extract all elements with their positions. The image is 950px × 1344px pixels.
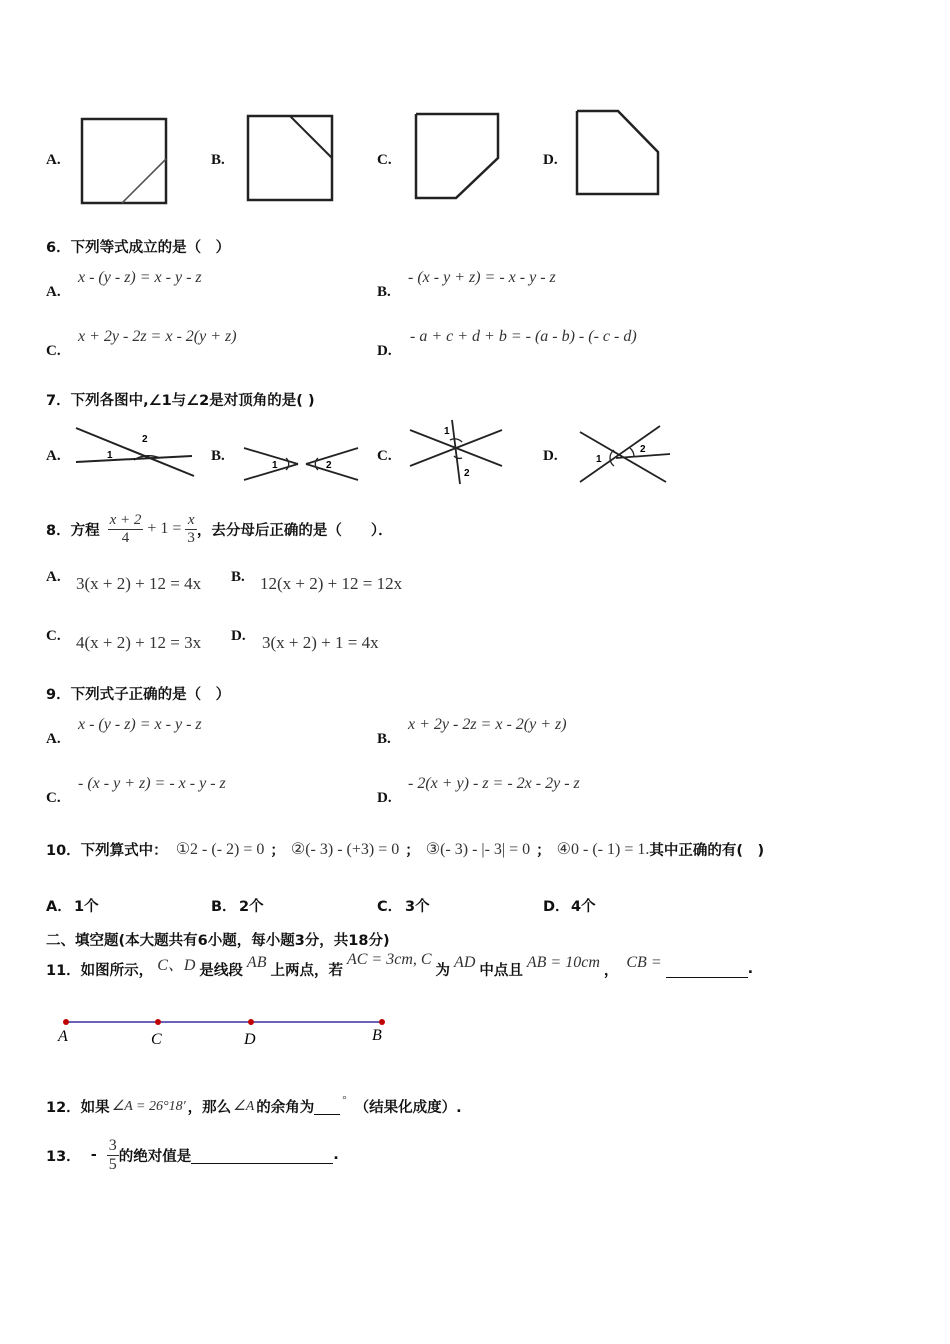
q10-sep-1: ； xyxy=(270,842,285,859)
q12-text-2: ，那么 xyxy=(187,1099,232,1116)
q12-degree: ° xyxy=(342,1094,347,1106)
q7-option-c-label: C. xyxy=(377,448,392,464)
q11-answer-blank[interactable] xyxy=(666,961,748,978)
q5-option-a-label: A. xyxy=(46,152,61,168)
q12-text-3: 的余角为 xyxy=(256,1099,315,1116)
q6-option-b-expr: - (x - y + z) = - x - y - z xyxy=(408,269,556,286)
q11-math-5: AB = 10cm xyxy=(526,954,600,971)
q11-point-b: B xyxy=(372,1027,382,1044)
q11-math-2: AB xyxy=(246,954,267,971)
q7-option-d-label: D. xyxy=(543,448,558,464)
q7-c-angle-2: 2 xyxy=(464,468,470,479)
q13-fraction xyxy=(107,1137,119,1174)
q10-option-d-text: 4个 xyxy=(571,899,596,915)
q8-frac2-den: 3 xyxy=(187,529,195,546)
q8-option-a-label: A. xyxy=(46,569,61,585)
q5-option-c-label: C. xyxy=(377,152,392,168)
q9-option-d-expr: - 2(x + y) - z = - 2x - 2y - z xyxy=(408,775,580,792)
q13-stem xyxy=(46,1128,339,1182)
q6-option-c-expr: x + 2y - 2z = x - 2(y + z) xyxy=(78,328,237,345)
q8-option-d-label: D. xyxy=(231,628,246,644)
q11-math-1: C、D xyxy=(157,956,196,974)
q10-item-3: ③(- 3) - |- 3| = 0 xyxy=(425,841,531,858)
q12-math-1: ∠A = 26°18′ xyxy=(111,1098,186,1114)
q8-frac1-den: 4 xyxy=(121,529,130,546)
q8-option-a-expr: 3(x + 2) + 12 = 4x xyxy=(76,574,202,593)
q8-fraction-right xyxy=(185,512,197,547)
q5-figure-c xyxy=(410,110,506,202)
q10-sep-3: ； xyxy=(536,842,551,859)
q9-option-c-label: C. xyxy=(46,790,61,806)
q11-text-7: . xyxy=(747,961,754,977)
q11-point-a: A xyxy=(58,1028,68,1045)
q7-figure-d xyxy=(576,424,672,486)
q5-figure-d xyxy=(572,108,668,200)
q7-a-angle-1: 1 xyxy=(107,450,113,461)
q10-stem-prefix: 10．下列算式中： xyxy=(46,842,168,859)
q11-point-d: D xyxy=(244,1031,256,1048)
q10-option-b-label: B． xyxy=(211,899,237,915)
q8-fraction-left xyxy=(108,512,144,547)
q7-d-angle-1: 1 xyxy=(596,454,602,465)
q13-den: 5 xyxy=(108,1155,117,1173)
q10-option-a-label: A． xyxy=(46,899,72,915)
q11-math-3: AC = 3cm, C xyxy=(346,951,432,968)
q7-figure-b xyxy=(242,444,362,484)
q12-stem xyxy=(46,1092,462,1120)
q10-option-b-text: 2个 xyxy=(239,899,264,915)
q8-frac2-num: x xyxy=(185,512,197,530)
q9-option-a-expr: x - (y - z) = x - y - z xyxy=(78,716,202,733)
q7-d-angle-2: 2 xyxy=(640,444,646,455)
q11-text-5: 中点且 xyxy=(479,962,523,979)
q8-stem xyxy=(46,504,393,554)
q7-figure-a xyxy=(74,424,196,482)
q10-sep-2: ； xyxy=(405,842,420,859)
q8-frac1-num: x + 2 xyxy=(109,511,142,528)
q6-option-d-label: D. xyxy=(377,343,392,359)
q5-figure-b xyxy=(244,112,336,204)
q6-stem: 6．下列等式成立的是（ ） xyxy=(46,240,231,256)
q7-c-angle-1: 1 xyxy=(444,426,450,437)
q6-option-d-expr: - a + c + d + b = - (a - b) - (- c - d) xyxy=(410,328,637,345)
q8-mid: + 1 = xyxy=(147,520,182,537)
q11-text-1: 11．如图所示， xyxy=(46,962,154,979)
q11-math-6: CB = xyxy=(626,954,662,971)
section-2-title: 二、填空题(本大题共有6小题，每小题3分，共18分) xyxy=(46,933,390,949)
q9-option-a-label: A. xyxy=(46,731,61,747)
q9-option-b-label: B. xyxy=(377,731,391,747)
q8-stem-suffix: ，去分母后正确的是（ ）． xyxy=(196,522,393,539)
q5-option-b-label: B. xyxy=(211,152,225,168)
q9-option-b-expr: x + 2y - 2z = x - 2(y + z) xyxy=(408,716,567,733)
q10-option-a-text: 1个 xyxy=(74,899,99,915)
q8-option-c-expr: 4(x + 2) + 12 = 3x xyxy=(76,633,202,652)
q10-option-c-label: C． xyxy=(377,899,403,915)
q7-stem: 7．下列各图中,∠1与∠2是对顶角的是( ) xyxy=(46,393,315,409)
q10-item-1: ①2 - (- 2) = 0 xyxy=(175,841,265,858)
q6-option-b-label: B. xyxy=(377,284,391,300)
q10-item-4: ④0 - (- 1) = 1. xyxy=(556,841,650,858)
q8-option-d-expr: 3(x + 2) + 1 = 4x xyxy=(262,633,379,652)
q13-text-2: 的绝对值是 xyxy=(118,1148,192,1165)
q6-option-c-label: C. xyxy=(46,343,61,359)
q13-num: 3 xyxy=(108,1136,117,1154)
q11-stem xyxy=(46,952,753,986)
q6-option-a-expr: x - (y - z) = x - y - z xyxy=(78,269,202,286)
q5-figure-a xyxy=(78,115,170,205)
q7-option-a-label: A. xyxy=(46,448,61,464)
q9-stem: 9．下列式子正确的是（ ） xyxy=(46,687,231,703)
q12-text-1: 12．如果 xyxy=(46,1099,110,1116)
q8-option-b-expr: 12(x + 2) + 12 = 12x xyxy=(260,574,403,593)
q12-text-4: （结果化成度）. xyxy=(354,1099,462,1116)
q7-option-b-label: B. xyxy=(211,448,225,464)
q13-text-3: . xyxy=(333,1147,339,1163)
q10-option-d-label: D． xyxy=(543,899,570,915)
q12-math-2: ∠A xyxy=(233,1098,255,1114)
q11-text-2: 是线段 xyxy=(199,962,243,979)
q7-b-angle-1: 1 xyxy=(272,460,278,471)
q9-option-c-expr: - (x - y + z) = - x - y - z xyxy=(78,775,226,792)
q10-stem xyxy=(46,834,764,864)
q8-stem-prefix: 8．方程 xyxy=(46,522,100,539)
q10-item-2: ②(- 3) - (+3) = 0 xyxy=(290,841,400,858)
q8-option-b-label: B. xyxy=(231,569,245,585)
q7-a-angle-2: 2 xyxy=(142,434,148,445)
q11-math-4: AD xyxy=(454,954,476,971)
q11-text-6: ， xyxy=(603,962,619,979)
q11-text-4: 为 xyxy=(435,962,451,979)
q7-figure-c xyxy=(406,418,506,486)
q13-answer-blank[interactable] xyxy=(191,1147,333,1164)
q11-segment-figure xyxy=(56,1012,396,1052)
q6-option-a-label: A. xyxy=(46,284,61,300)
q10-option-c-text: 3个 xyxy=(405,899,430,915)
q10-stem-suffix: 其中正确的有( ) xyxy=(649,842,765,859)
q5-option-d-label: D. xyxy=(543,152,558,168)
q13-text-1: 13． xyxy=(46,1148,81,1165)
q13-sign: - xyxy=(90,1147,97,1163)
q12-answer-blank[interactable] xyxy=(314,1098,340,1115)
q11-text-3: 上两点，若 xyxy=(270,962,343,979)
q7-b-angle-2: 2 xyxy=(326,460,332,471)
q8-option-c-label: C. xyxy=(46,628,61,644)
q9-option-d-label: D. xyxy=(377,790,392,806)
q11-point-c: C xyxy=(151,1031,162,1048)
